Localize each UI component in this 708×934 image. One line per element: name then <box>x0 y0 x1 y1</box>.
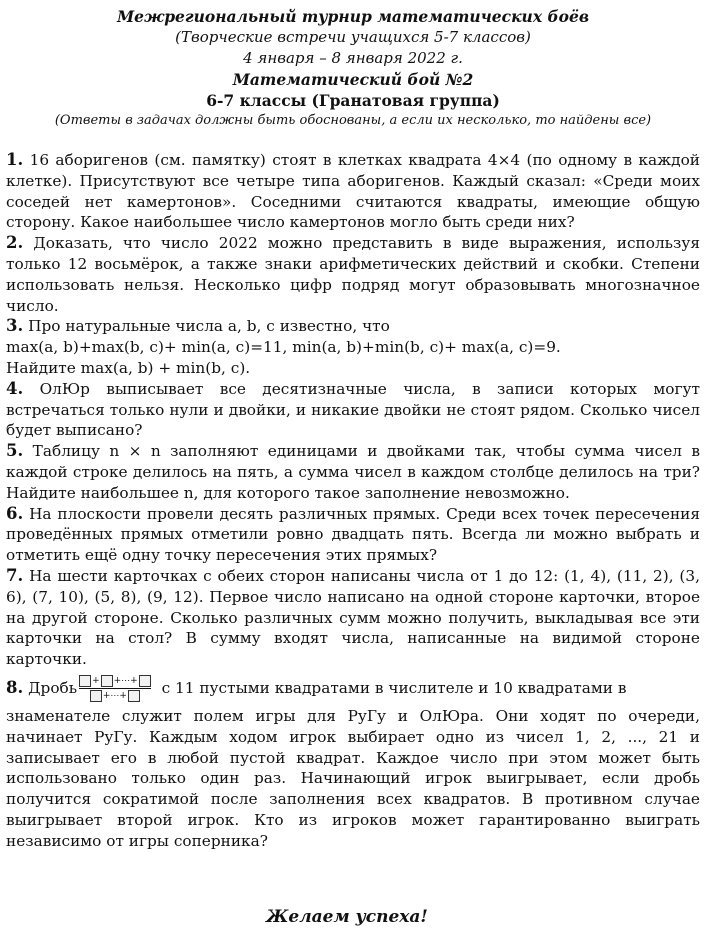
problem-text: 16 аборигенов (см. памятку) стоят в клетках квадрата 4×4 (по одному в каждой клетке). Присутствуют все четыре типа аборигенов. Каждый сказал: «Среди моих соседей нет камертонов». Соседними считаются квадраты, имеющие общую сторону. Какое наибольшее число камертонов могло быть среди них? <box>6 151 700 232</box>
empty-square <box>128 690 140 702</box>
problem-2 <box>6 233 700 316</box>
answer-note: (Ответы в задачах должны быть обоснованы, а если их несколько, то найдены все) <box>54 113 652 128</box>
problem-number: 7. <box>6 565 24 585</box>
problem-number: 5. <box>6 441 24 461</box>
problem-number: 4. <box>6 378 24 398</box>
plus-dots: +⋯+ <box>102 690 127 701</box>
empty-square <box>101 675 113 687</box>
box-fraction <box>79 675 151 702</box>
plus-sign: + <box>92 675 100 686</box>
empty-square <box>90 690 102 702</box>
problem-list <box>6 150 700 852</box>
group-title: 6-7 классы (Гранатовая группа) <box>206 91 500 110</box>
problem-5 <box>6 441 700 503</box>
problem-8 <box>6 670 700 852</box>
problem-text: На шести карточках с обеих сторон написаны числа от 1 до 12: (1, 4), (11, 2), (3, 6), (7, 10), (5, 8), (9, 12). Первое число написано на одной стороне карточки, второе на другой стороне. Сколько различных сумм можно получить, выкладывая все эти карточки на стол? В сумму входят числа, написанные на видимой стороне карточки. <box>6 566 700 669</box>
problem-text: Таблицу n × n заполняют единицами и двойками так, чтобы сумма чисел в каждой строке делилось на пять, а сумма чисел в каждом столбце делилось на три? Найдите наибольшее n, для которого такое заполнение невозможно. <box>6 442 700 502</box>
problem-text-line-2: max(a, b)+max(b, c)+ min(a, c)=11, min(a, b)+min(b, c)+ max(a, c)=9. <box>6 338 561 357</box>
problem-text: Доказать, что число 2022 можно представить в виде выражения, используя только 12 восьмёрок, а также знаки арифметических действий и скобки. Степени использовать нельзя. Несколько цифр подряд могут образовывать многозначное число. <box>6 234 700 315</box>
problem-number: 8. <box>6 677 24 697</box>
problem-7 <box>6 566 700 670</box>
fraction-numerator <box>79 675 151 687</box>
empty-square <box>79 675 91 687</box>
problem-4 <box>6 379 700 441</box>
problem-number: 6. <box>6 503 24 523</box>
header <box>6 6 700 130</box>
problem-text-line-1: Про натуральные числа a, b, c известно, что <box>28 317 390 336</box>
problem-text: знаменателе служит полем игры для РуГу и ОлЮра. Они ходят по очереди, начинает РуГу. Каждым ходом игрок выбирает одно из чисел 1, 2, ..., 21 и записывает его в любой пустой квадрат. Каждое число при этом может быть использовано только один раз. Начинающий игрок выигрывает, если дробь получится сократимой после заполнения всех квадратов. В противном случае выигрывает второй игрок. Кто из игроков может гарантированно выиграть независимо от игры соперника? <box>6 706 700 850</box>
problem-6 <box>6 504 700 566</box>
problem-1 <box>6 150 700 233</box>
document-page <box>6 6 700 852</box>
tournament-title: Межрегиональный турнир математических боёв <box>116 7 590 26</box>
problem-text-line-3: Найдите max(a, b) + min(b, c). <box>6 358 251 377</box>
problem-lead: Дробь <box>28 678 78 697</box>
tournament-dates: 4 января – 8 января 2022 г. <box>243 49 463 67</box>
problem-number: 3. <box>6 316 24 336</box>
tournament-subtitle: (Творческие встречи учащихся 5-7 классов) <box>175 28 531 46</box>
fraction-denominator <box>90 690 140 702</box>
problem-text: ОлЮр выписывает все десятизначные числа, в записи которых могут встречаться только нули и двойки, и никакие двойки не стоят рядом. Сколько чисел будет выписано? <box>6 379 700 440</box>
problem-text-after-fraction: с 11 пустыми квадратами в числителе и 10 квадратами в <box>161 678 627 697</box>
problem-number: 1. <box>6 150 24 169</box>
plus-dots: +⋯+ <box>113 675 138 686</box>
farewell-text: Желаем успеха! <box>266 907 428 927</box>
problem-3 <box>6 316 700 378</box>
problem-number: 2. <box>6 233 24 253</box>
problem-text: На плоскости провели десять различных прямых. Среди всех точек пересечения проведённых прямых отметили ровно двадцать пять. Всегда ли можно выбрать и отметить ещё одну точку пересечения этих прямых? <box>6 504 700 565</box>
fraction-bar <box>79 688 151 689</box>
battle-title: Математический бой №2 <box>232 70 474 89</box>
empty-square <box>139 675 151 687</box>
